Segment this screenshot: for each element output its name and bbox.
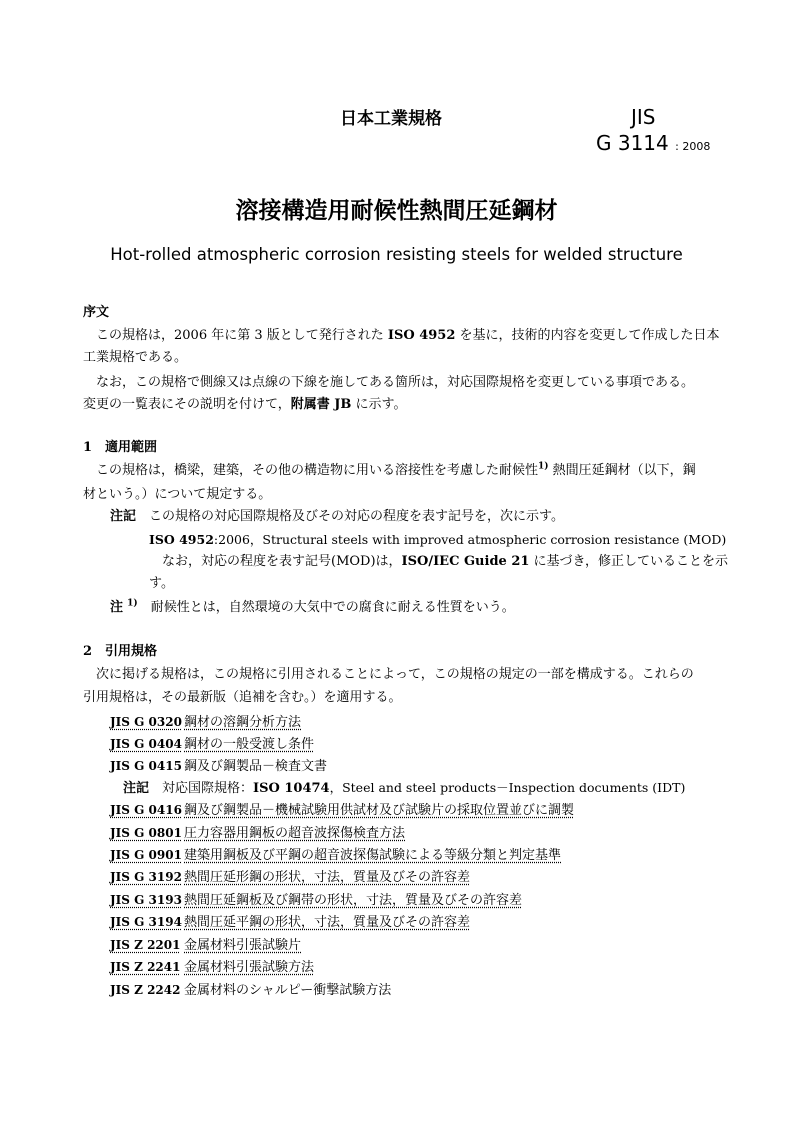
reference-item xyxy=(110,866,470,889)
reference-note xyxy=(123,777,685,800)
section1-heading: 1 適用範囲 xyxy=(83,440,158,455)
foreword-heading: 序文 xyxy=(83,305,110,320)
reference-item xyxy=(110,799,574,822)
iso-guide-ref: ISO/IEC Guide 21 xyxy=(401,554,530,569)
standard-name: 日本工業規格 xyxy=(340,109,442,129)
note-label: 注記 xyxy=(110,509,137,524)
foreword-para1-line1 xyxy=(96,325,720,347)
reference-code: JIS G 3194 xyxy=(110,915,182,929)
reference-title: 金属材料のシャルピー衝撃試験方法 xyxy=(184,983,392,998)
reference-item xyxy=(110,911,470,934)
section1-p1-a: この規格は，橋梁，建築，その他の構造物に用いる溶接性を考慮した耐候性 xyxy=(96,463,539,478)
reference-code: JIS G 3193 xyxy=(110,893,182,907)
section2-heading: 2 引用規格 xyxy=(83,644,158,659)
reference-code: JIS Z 2242 xyxy=(110,983,181,997)
reference-code: JIS G 0320 xyxy=(110,715,182,729)
reference-item xyxy=(110,844,561,867)
foreword-p1-a: この規格は，2006 年に第 3 版として発行された xyxy=(96,328,388,343)
reference-item xyxy=(110,711,301,734)
reference-note-a: 対応国際規格： xyxy=(162,781,254,796)
section1-para-line2: 材という。）について規定する。 xyxy=(83,487,272,502)
footnote-label: 注 xyxy=(110,600,124,615)
annex-ref: 附属書 JB xyxy=(290,397,352,412)
iso-correspondence xyxy=(149,529,726,551)
reference-item xyxy=(110,889,522,912)
footnote-text: 耐候性とは，自然環境の大気中での腐食に耐える性質をいう。 xyxy=(150,600,515,615)
reference-item xyxy=(110,733,314,756)
reference-item xyxy=(110,755,327,778)
reference-title: 熱間圧延平鋼の形状，寸法，質量及びその許容差 xyxy=(184,915,471,930)
foreword-p1-b: を基に，技術的内容を変更して作成した日本 xyxy=(455,328,720,343)
reference-title: 鋼材の一般受渡し条件 xyxy=(184,737,315,752)
standard-year: : 2008 xyxy=(675,140,711,153)
reference-code: JIS G 0801 xyxy=(110,826,182,840)
reference-title: 鋼及び鋼製品－機械試験用供試材及び試験片の採取位置並びに調製 xyxy=(184,803,575,818)
reference-code: JIS G 0901 xyxy=(110,848,182,862)
reference-code: JIS Z 2241 xyxy=(110,960,181,974)
note-text: この規格の対応国際規格及びその対応の程度を表す記号を，次に示す。 xyxy=(149,509,564,524)
section2-intro-line1: 次に掲げる規格は，この規格に引用されることによって，この規格の規定の一部を構成する。これらの xyxy=(96,667,694,682)
reference-code: JIS G 0415 xyxy=(110,759,182,773)
footnote xyxy=(110,597,515,619)
jis-label: JIS xyxy=(631,105,656,129)
reference-title: 熱間圧延鋼板及び鋼帯の形状，寸法，質量及びその許容差 xyxy=(184,893,523,908)
reference-title: 鋼材の溶鋼分析方法 xyxy=(184,715,302,730)
foreword-p2-b: 変更の一覧表にその説明を付けて， xyxy=(83,397,291,412)
reference-code: JIS G 3192 xyxy=(110,870,182,884)
section2-intro-line2: 引用規格は，その最新版（追補を含む。）を適用する。 xyxy=(83,690,402,705)
foreword-para2-line2 xyxy=(83,394,407,416)
foreword-para2-line1: なお，この規格で側線又は点線の下線を施してある箇所は，対応国際規格を変更している事項である。 xyxy=(96,375,695,390)
reference-title: 金属材料引張試験片 xyxy=(184,938,302,953)
footnote-number: 1) xyxy=(127,598,138,609)
reference-item xyxy=(110,979,391,1002)
reference-code: JIS Z 2201 xyxy=(110,938,181,952)
reference-note-iso: ISO 10474 xyxy=(253,781,330,796)
iso-rest: :2006，Structural steels with improved atmospheric corrosion resistance (MOD) xyxy=(213,532,727,547)
foreword-para1-line2: 工業規格である。 xyxy=(83,350,188,365)
reference-item xyxy=(110,956,314,979)
section1-p1-b: 熱間圧延鋼材（以下，鋼 xyxy=(548,463,696,478)
reference-code: JIS G 0404 xyxy=(110,737,182,751)
foreword-p2-c: に示す。 xyxy=(351,397,407,412)
reference-title: 鋼及び鋼製品－検査文書 xyxy=(184,759,328,774)
mod-a: なお，対応の程度を表す記号(MOD)は， xyxy=(162,554,402,569)
reference-code: JIS G 0416 xyxy=(110,803,182,817)
reference-item xyxy=(110,822,405,845)
reference-title: 建築用鋼板及び平鋼の超音波探傷試験による等級分類と判定基準 xyxy=(184,848,562,863)
reference-title: 熱間圧延形鋼の形状，寸法，質量及びその許容差 xyxy=(184,870,471,885)
mod-line1 xyxy=(162,551,728,573)
section1-note xyxy=(110,506,564,528)
reference-note-label: 注記 xyxy=(123,781,150,796)
title-english: Hot-rolled atmospheric corrosion resisting steels for welded structure xyxy=(110,245,683,264)
section1-para-line1 xyxy=(96,460,696,482)
standard-number xyxy=(596,132,710,158)
section1-footnote-ref: 1) xyxy=(538,461,549,472)
mod-line2: す。 xyxy=(149,576,174,591)
reference-title: 金属材料引張試験方法 xyxy=(184,960,315,975)
reference-title: 圧力容器用鋼板の超音波探傷検査方法 xyxy=(184,826,406,841)
mod-b: に基づき，修正していることを示 xyxy=(529,554,729,569)
iso-ref: ISO 4952 xyxy=(149,532,214,547)
title-japanese: 溶接構造用耐候性熱間圧延鋼材 xyxy=(235,198,558,224)
standard-number-value: G 3114 xyxy=(596,131,669,155)
reference-note-b: ，Steel and steel products－Inspection documents (IDT) xyxy=(329,780,686,795)
foreword-iso-ref: ISO 4952 xyxy=(387,328,456,343)
reference-item xyxy=(110,934,301,957)
